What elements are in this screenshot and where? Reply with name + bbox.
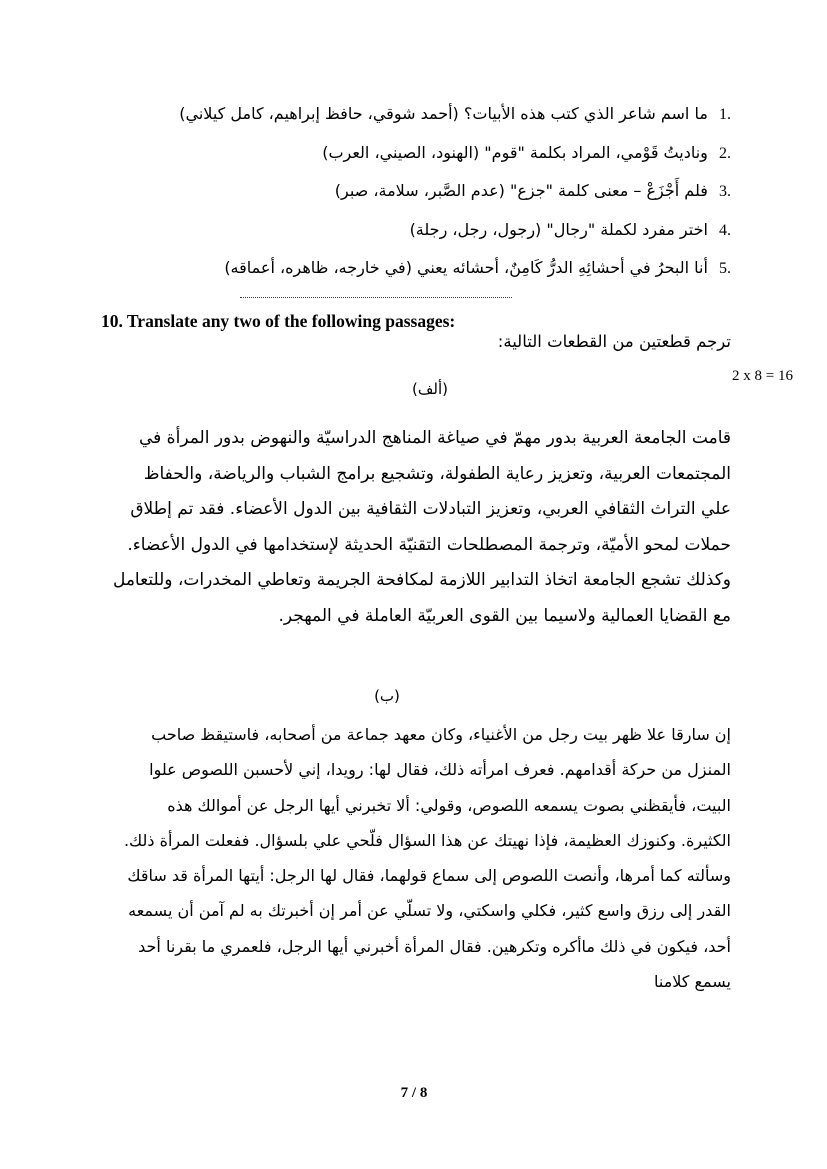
question-number: .2 [719, 144, 731, 162]
question-text: اختر مفرد لكملة "رجال" (رجول، رجل، رجلة) [409, 219, 708, 239]
question-number: .3 [719, 183, 731, 200]
passage-line: وكذلك تشجع الجامعة اتخاذ التدابير اللازمة لمكافحة الجريمة وتعاطي المخدرات، وللتعامل [112, 570, 731, 590]
passage-line: أحد، فيكون في ذلك ماأكره وتكرهين. فقال المرأة أخبرني أيها الرجل، فلعمري ما بقرنا أحد [138, 936, 731, 956]
list-item [91, 212, 731, 251]
question-list [91, 96, 731, 289]
page-number: 7 / 8 [400, 1085, 428, 1101]
passage-line: مع القضايا العمالية ولاسيما بين القوى العربيّة العاملة في المهجر. [278, 605, 731, 626]
passage-a-title: (ألف) [412, 380, 448, 398]
marks-label: 2 x 8 = 16 [732, 368, 793, 384]
passage-line: المجتمعات العربية، وتعزيز رعاية الطفولة، وتشجيع برامج الشباب والرياضة، والحفاظ [143, 463, 731, 484]
question-number: .1 [719, 106, 731, 123]
question-heading: 10. Translate any two of the following passages: [101, 311, 456, 331]
question-number: .4 [719, 221, 731, 239]
passage-line: القدر إلى رزق واسع كثير، فكلي واسكتي، ولا تسلّي عن أمر إن أخبرتك به لم آمن أن يسمعه [128, 901, 731, 921]
question-heading-arabic: ترجم قطعتين من القطعات التالية: [497, 332, 731, 351]
passage-line: علي التراث الثقافي العربي، وتعزيز التبادلات الثقافية بين الدول الأعضاء. فقد تم إطلاق [130, 499, 731, 519]
question-text: أنا البحرُ في أحشائِهِ الدرُّ كَامِنٌ، أحشائه يعني (في خارجه، ظاهره، أعماقه) [224, 258, 708, 277]
passage-a [97, 421, 731, 634]
dotted-divider [240, 297, 512, 298]
question-text: وناديتُ قَوْمي، المراد بكلمة "قوم" (الهنود، الصيني، العرب) [322, 142, 708, 162]
list-item [91, 135, 731, 174]
passage-line: إن سارقا علا ظهر بيت رجل من الأغنياء، وكان معهد جماعة من أصحابه، فاستيقظ صاحب [151, 725, 731, 744]
question-text: فلم أَجْزَعْ – معنى كلمة "جزع" (عدم الصَّبر، سلامة، صبر) [334, 181, 708, 200]
passage-b [97, 717, 731, 999]
passage-line: الكثيرة. وكنوزك العظيمة، فإذا نهيتك عن هذا السؤال فلّحي علي بلسؤال. ففعلت المرأة ذلك. [123, 830, 731, 850]
passage-line: البيت، فأيقظني بصوت يسمعه اللصوص، وقولي: ألا تخبرني أيها الرجل عن أموالك هذه [167, 795, 731, 815]
passage-line: قامت الجامعة العربية بدور مهمّ في صياغة المناهج الدراسيّة والنهوض بدور المرأة في [138, 428, 731, 448]
passage-line: حملات لمحو الأميّة، وترجمة المصطلحات التقنيّة الحديثة لإستخدامها في الدول الأعضاء. [127, 534, 731, 555]
question-number: .5 [719, 260, 731, 277]
passage-line: يسمع كلامنا [653, 972, 731, 992]
passage-b-title: (ب) [374, 687, 400, 705]
passage-line: وسألته كما أمرها، وأنصت اللصوص إلى سماع قولهما، فقال لها الرجل: أيتها المرأة قد ساقك [127, 866, 731, 886]
list-item [91, 250, 731, 289]
passage-line: المنزل من حركة أقدامهم. فعرف امرأته ذلك، فقال لها: رويدا، إني لأحسبن اللصوص علوا [149, 760, 731, 780]
list-item [91, 96, 731, 135]
question-text: ما اسم شاعر الذي كتب هذه الأبيات؟ (أحمد شوقي، حافظ إبراهيم، كامل كيلاني) [179, 104, 708, 123]
list-item [91, 173, 731, 212]
